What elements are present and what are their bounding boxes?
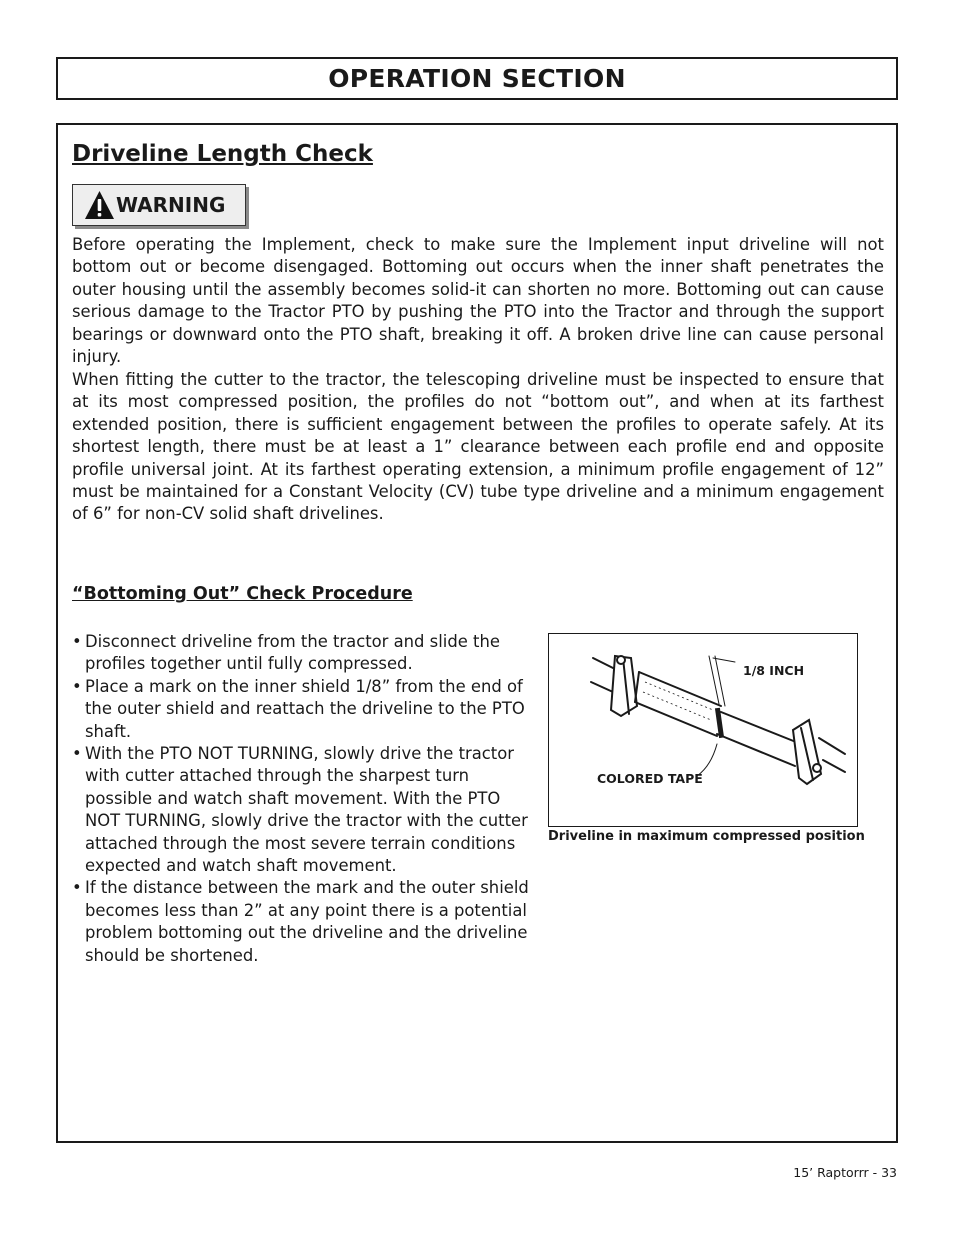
driveline-figure bbox=[548, 633, 858, 827]
warning-paragraph: Before operating the Implement, check to make sure the Implement input driveline will not bottom out or become disengaged. Bottoming out occurs when the inner shaft penetrates the outer housing until the assembly becomes solid-it can shorten no more. Bottoming out can cause serious damage to the Tractor PTO by pushing the PTO into the Tractor and through the support bearings or downward onto the PTO shaft, breaking it off. A broken drive line can cause personal injury. bbox=[72, 235, 884, 367]
warning-triangle-icon bbox=[84, 190, 115, 220]
section-title: Driveline Length Check bbox=[72, 141, 373, 167]
figure-label-tape: COLORED TAPE bbox=[597, 771, 703, 786]
procedure-title: “Bottoming Out” Check Procedure bbox=[72, 584, 413, 604]
driveline-drawing bbox=[549, 634, 857, 826]
procedure-step: • If the distance between the mark and the outer shield becomes less than 2” at any point there is a potential problem bottoming out the driveline and the driveline should be shortened. bbox=[72, 877, 534, 967]
procedure-list bbox=[72, 631, 534, 967]
fitting-paragraph: When fitting the cutter to the tractor, the telescoping driveline must be inspected to ensure that at its most compressed position, the profiles do not “bottom out”, and when at its farthest extended position, there is sufficient engagement between the profiles to operate safely. At its shortest length, there must be at least a 1” clearance between each profile end and opposite profile universal joint. At its farthest operating extension, a minimum profile engagement of 12” must be maintained for a Constant Velocity (CV) tube type driveline and a minimum engagement of 6” for non-CV solid shaft drivelines. bbox=[72, 370, 884, 524]
figure-label-inch: 1/8 INCH bbox=[743, 663, 805, 678]
procedure-step: • With the PTO NOT TURNING, slowly drive the tractor with cutter attached through the sharpest turn possible and watch shaft movement. With the PTO NOT TURNING, slowly drive the tractor with the cutter attached through the most severe terrain conditions expected and watch shaft movement. bbox=[72, 743, 534, 877]
section-header bbox=[56, 57, 898, 100]
procedure-step: • Disconnect driveline from the tractor and slide the profiles together until fully compressed. bbox=[72, 631, 534, 676]
procedure-step: • Place a mark on the inner shield 1/8” from the end of the outer shield and reattach the driveline to the PTO shaft. bbox=[72, 676, 534, 743]
figure-caption: Driveline in maximum compressed position bbox=[548, 829, 865, 844]
header-title: OPERATION SECTION bbox=[328, 64, 626, 93]
page-number: 15’ Raptorrr - 33 bbox=[793, 1165, 897, 1180]
warning-label: WARNING bbox=[116, 193, 226, 217]
content-panel bbox=[56, 123, 898, 1143]
warning-box bbox=[72, 184, 246, 226]
